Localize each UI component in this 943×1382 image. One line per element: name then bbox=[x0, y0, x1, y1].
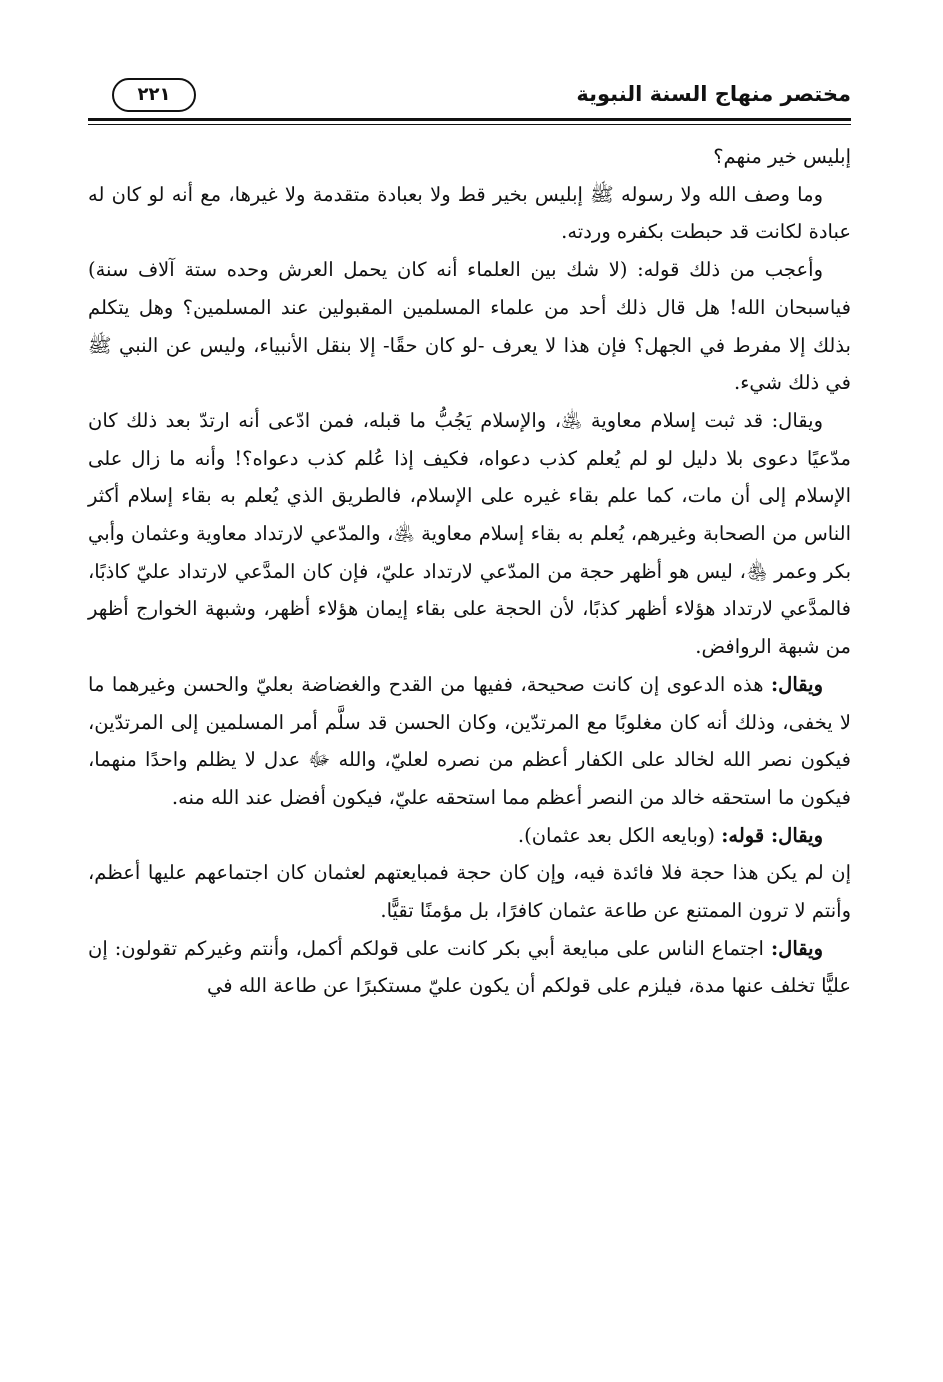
header-rule-thick bbox=[88, 118, 851, 121]
paragraph-lead: ويقال: قوله: bbox=[721, 823, 823, 847]
paragraph-text: وأعجب من ذلك قوله: (لا شك بين العلماء أنه كان يحمل العرش وحده ستة آلاف سنة) فياسبحان الله! هل قال ذلك أحد من علماء المسلمين المقبولين عند المسلمين؟ وهل يتكلم بذلك إلا مفرط في الجهل؟ فإن هذا لا يعرف -لو كان حقًا- إلا بنقل الأنبياء، وليس عن النبي ﷺ في ذلك شيء. bbox=[88, 258, 851, 395]
paragraph-6 bbox=[88, 817, 851, 855]
paragraph-lead: ويقال: bbox=[770, 672, 823, 696]
paragraph-4 bbox=[88, 402, 851, 666]
paragraph-text: اجتماع الناس على مبايعة أبي بكر كانت على قولكم أكمل، وأنتم وغيركم تقولون: إن عليًّا تخلف عنها مدة، فيلزم على قولكم أن يكون عليّ مستكبرًا عن طاعة الله في bbox=[88, 936, 851, 998]
paragraph-text: إبليس خير منهم؟ bbox=[713, 145, 851, 168]
paragraph-text: وما وصف الله ولا رسوله ﷺ إبليس بخير قط ولا بعبادة متقدمة ولا غيرها، مع أنه لو كان له عبادة لكانت قد حبطت بكفره وردته. bbox=[88, 182, 851, 244]
paragraph-8 bbox=[88, 930, 851, 1005]
page-body bbox=[88, 138, 851, 1005]
page-number-badge: ٢٢١ bbox=[112, 78, 196, 112]
paragraph-7 bbox=[88, 854, 851, 929]
paragraph-3 bbox=[88, 251, 851, 402]
paragraph-text: ويقال: قد ثبت إسلام معاوية ﵁، والإسلام يَجُبُّ ما قبله، فمن ادّعى أنه ارتدّ بعد ذلك كان مدّعيًا دعوى بلا دليل لو لم يُعلم كذب دعواه، فكيف إذا عُلم كذب دعواه؟! وأنه ما زال على الإسلام إلى أن مات، كما علم بقاء غيره على الإسلام، فالطريق الذي يُعلم به بقاء إسلام أكثر الناس من الصحابة وغيرهم، يُعلم به بقاء إسلام معاوية ﵁، والمدّعي لارتداد معاوية وعثمان وأبي بكر وعمر ﵃، ليس هو أظهر حجة من المدّعي لارتداد عليّ، فإن كان المدَّعي لارتداد عليّ كاذبًا، فالمدَّعي لارتداد هؤلاء أظهر كذبًا، لأن الحجة على بقاء إيمان هؤلاء أظهر، وشبهة الخوارج أظهر من شبهة الروافض. bbox=[88, 408, 851, 659]
header-rule-thin bbox=[88, 124, 851, 125]
paragraph-text: هذه الدعوى إن كانت صحيحة، ففيها من القدح والغضاضة بعليّ والحسن وغيرهما ما لا يخفى، وذلك أنه كان مغلوبًا مع المرتدّين، وكان الحسن قد سلَّم أمر المسلمين إلى المرتدّين، فيكون نصر الله لخالد على الكفار أعظم من نصره لعليّ، والله ﷻ عدل لا يظلم واحدًا منهما، فيكون ما استحقه خالد من النصر أعظم مما استحقه عليّ، فيكون أفضل عند الله منه. bbox=[88, 672, 851, 809]
running-title: مختصر منهاج السنة النبوية bbox=[576, 82, 851, 106]
paragraph-text: إن لم يكن هذا حجة فلا فائدة فيه، وإن كان حجة فمبايعتهم لعثمان كان اجتماعهم عليها أعظم، وأنتم لا ترون الممتنع عن طاعة عثمان كافرًا، بل مؤمنًا تقيًّا. bbox=[88, 861, 851, 923]
paragraph-lead: ويقال: bbox=[770, 936, 823, 960]
paragraph-5 bbox=[88, 666, 851, 817]
paragraph-text: (وبايعه الكل بعد عثمان). bbox=[517, 823, 722, 847]
paragraph-2 bbox=[88, 176, 851, 251]
page-header bbox=[88, 78, 851, 122]
paragraph-1 bbox=[88, 138, 851, 176]
